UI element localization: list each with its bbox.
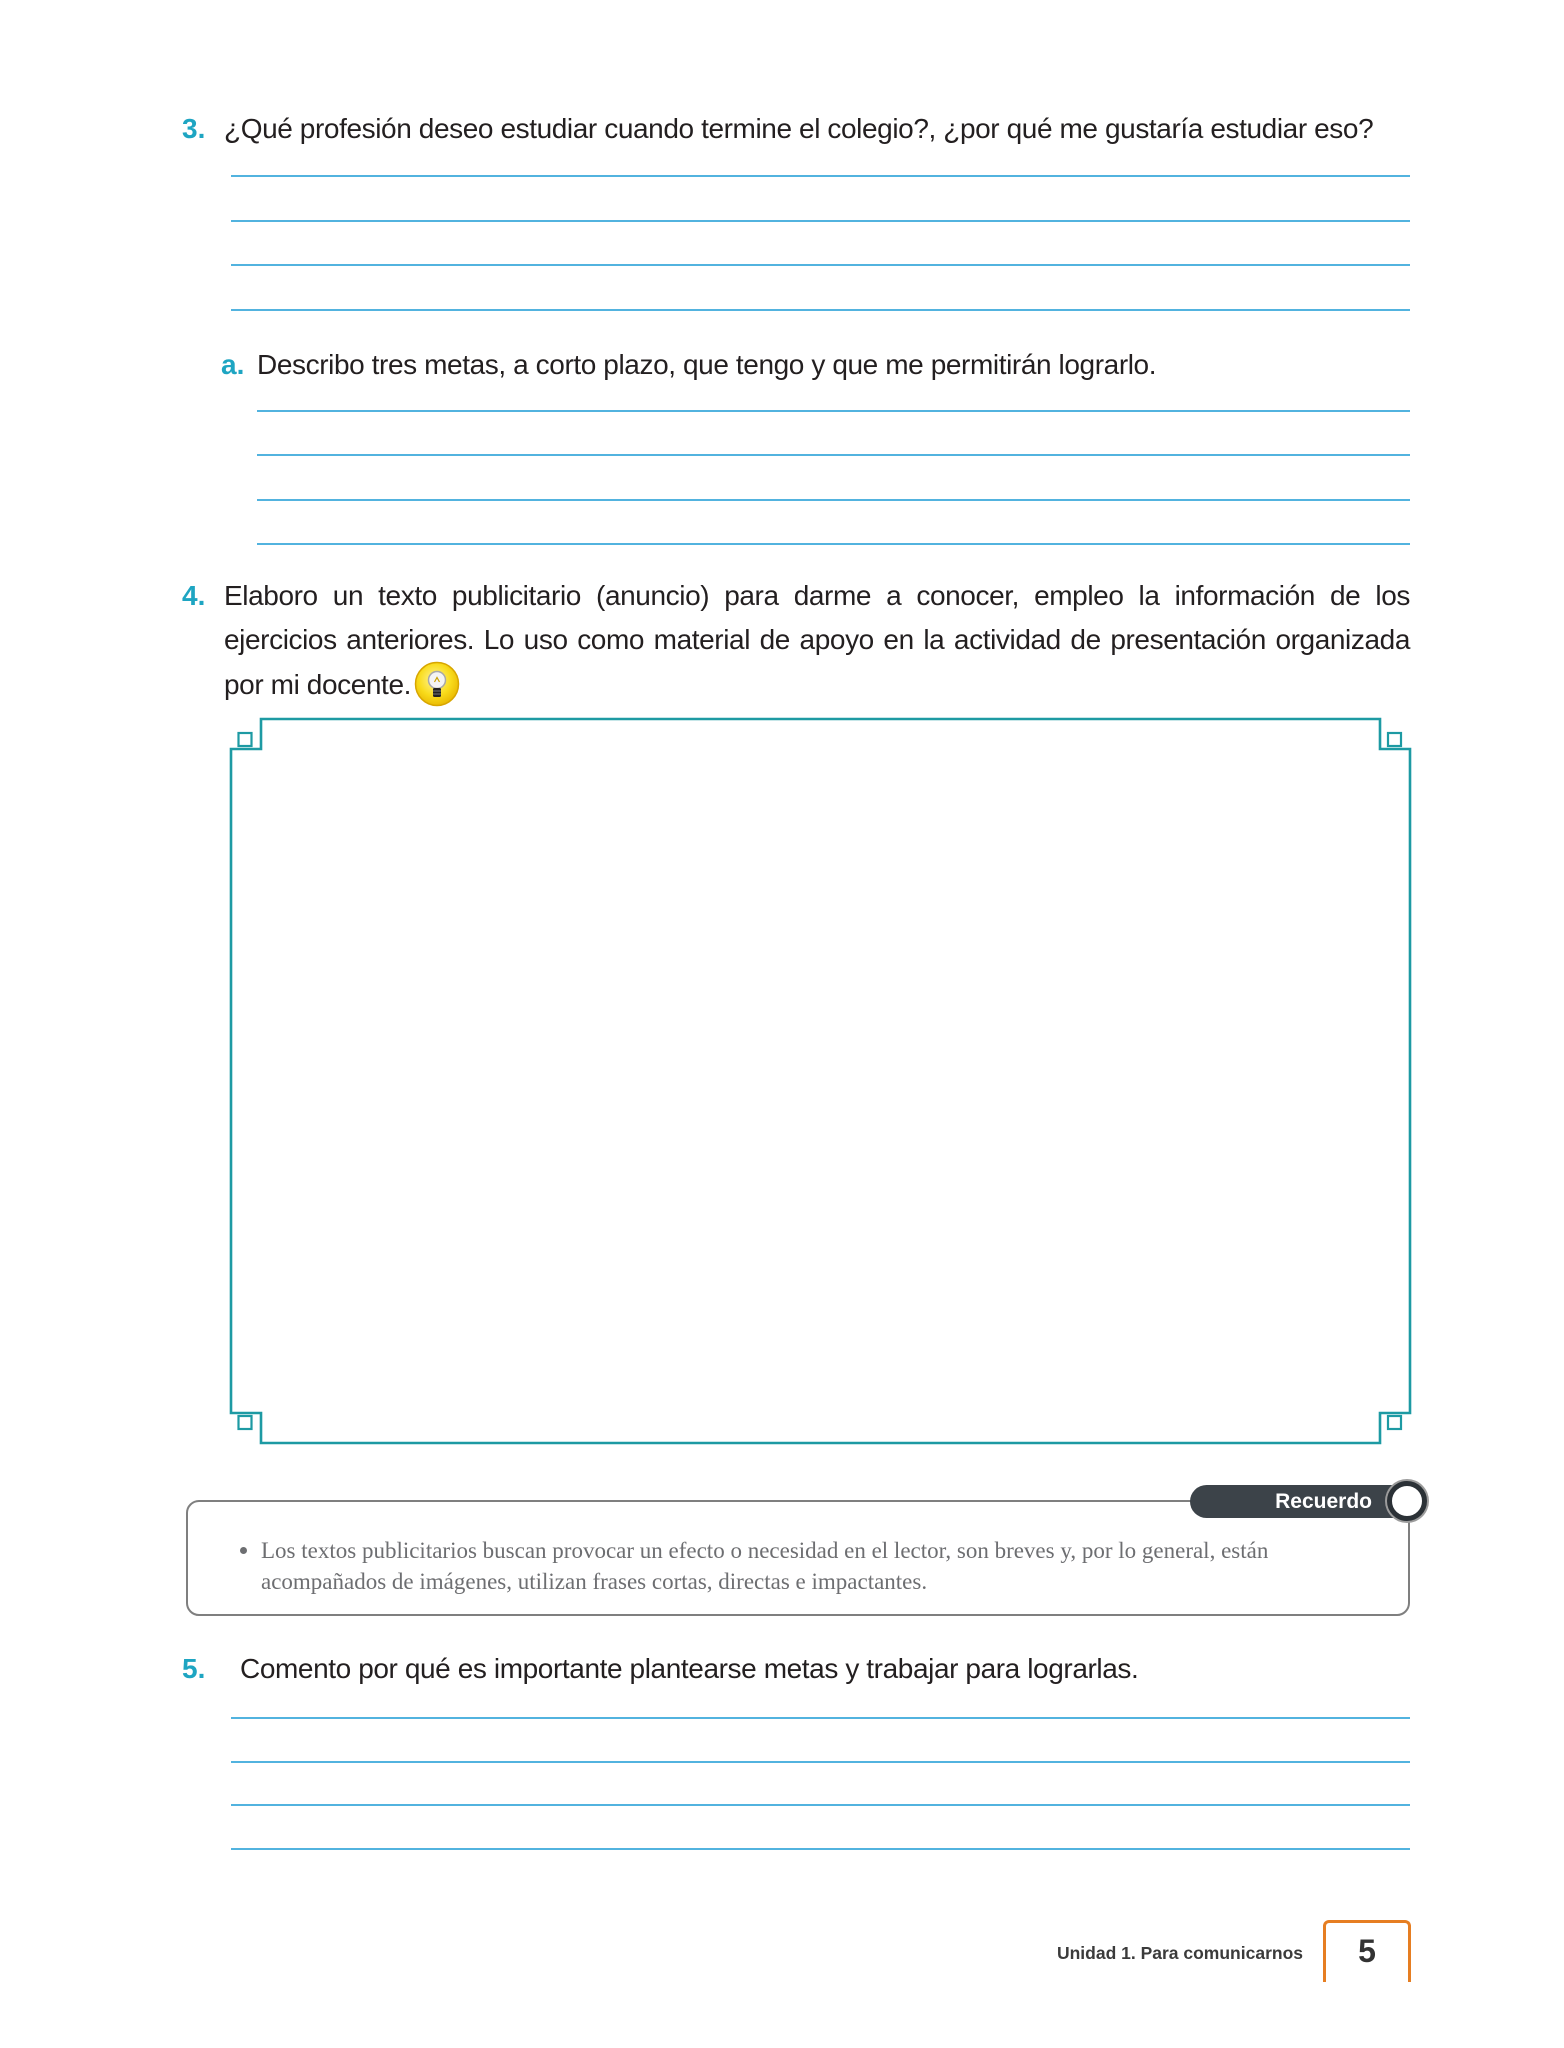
sub-question-text: Describo tres metas, a corto plazo, que tengo y que me permitirán lograrlo. — [257, 349, 1157, 380]
answer-line — [257, 543, 1410, 545]
frame-corner-ornament-top-right — [1388, 733, 1401, 746]
q3-answer-lines — [231, 175, 1410, 311]
question-4 — [182, 574, 1410, 707]
question-text-line-end: por mi docente. — [224, 669, 411, 700]
drawing-frame-border — [231, 719, 1410, 1443]
question-number: 5. — [182, 1653, 206, 1684]
answer-line — [231, 1717, 1410, 1719]
page-number-box — [1323, 1920, 1411, 1982]
question-number: 3. — [182, 113, 206, 144]
q5-answer-lines — [231, 1717, 1410, 1850]
lightbulb-icon — [414, 661, 460, 707]
answer-line — [231, 220, 1410, 222]
answer-line — [231, 1804, 1410, 1806]
answer-line — [231, 1761, 1410, 1763]
answer-line — [257, 454, 1410, 456]
answer-line — [231, 1848, 1410, 1850]
footer-unit-title: Unidad 1. Para comunicarnos — [1056, 1943, 1303, 1963]
question-text — [224, 574, 1410, 707]
recuerdo-bullet-text: Los textos publicitarios buscan provocar un efecto o necesidad en el lector, son breves y, por lo general, están acompañados de imágenes, utilizan frases cortas, directas e impactantes. — [261, 1538, 1269, 1594]
bullet-icon — [240, 1547, 247, 1554]
question-number: 4. — [182, 580, 206, 611]
question-text-line: Elaboro un texto publicitario (anuncio) para darme a conocer, empleo la información de los — [224, 580, 1410, 611]
frame-corner-ornament-bottom-left — [239, 1416, 252, 1429]
bulb-glass — [429, 672, 446, 689]
question-5 — [182, 1651, 1138, 1687]
sub-question-letter: a. — [221, 349, 245, 380]
question-text: Comento por qué es importante plantearse metas y trabajar para lograrlas. — [240, 1653, 1139, 1684]
question-3a — [221, 347, 1156, 383]
answer-line — [257, 499, 1410, 501]
answer-line — [231, 309, 1410, 311]
answer-line — [231, 175, 1410, 177]
frame-corner-ornament-bottom-right — [1388, 1416, 1401, 1429]
answer-line — [257, 410, 1410, 412]
recuerdo-tab-knob — [1387, 1481, 1427, 1521]
question-text-line — [224, 661, 1410, 707]
question-text: ¿Qué profesión deseo estudiar cuando termine el colegio?, ¿por qué me gustaría estudiar eso? — [224, 113, 1374, 144]
frame-corner-ornament-top-left — [239, 733, 252, 746]
recuerdo-title: Recuerdo — [1275, 1490, 1372, 1513]
page-number: 5 — [1358, 1933, 1376, 1969]
drawing-frame — [228, 716, 1414, 1446]
question-3 — [182, 111, 1373, 147]
answer-line — [231, 264, 1410, 266]
lightbulb-icon-graphic — [414, 661, 460, 707]
q3a-answer-lines — [257, 410, 1410, 546]
question-text-line: ejercicios anteriores. Lo uso como material de apoyo en la actividad de presentación organizada — [224, 623, 1410, 655]
recuerdo-tab — [1190, 1485, 1402, 1518]
bulb-base — [433, 688, 441, 697]
